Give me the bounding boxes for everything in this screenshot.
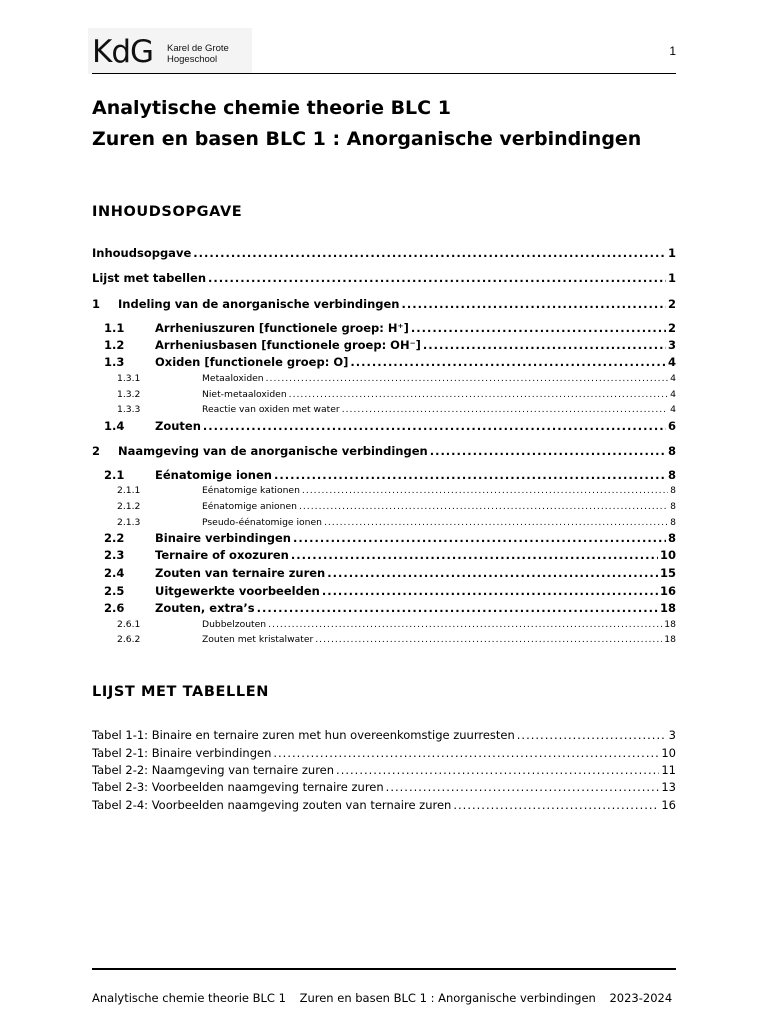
toc-entry-number: 2 <box>92 444 101 458</box>
toc-entry[interactable] <box>92 531 676 545</box>
toc-entry-title: Naamgeving van de anorganische verbindingen <box>118 444 428 458</box>
toc-entry[interactable] <box>92 468 676 482</box>
toc-entry-number: 1.3.3 <box>117 404 141 415</box>
toc-leader-dots <box>257 601 658 615</box>
table-list-page: 10 <box>661 746 676 760</box>
footer-year: 2023-2024 <box>609 991 673 1005</box>
table-list-page: 16 <box>661 798 676 812</box>
toc-entry-number: 2.5 <box>104 584 125 598</box>
toc-entry-number: 1.3.1 <box>117 373 141 384</box>
toc-entry[interactable] <box>92 404 676 415</box>
toc-entry-title: Dubbelzouten <box>202 619 267 630</box>
toc-entry[interactable] <box>92 601 676 615</box>
toc-entry-page: 8 <box>667 444 676 458</box>
toc-leader-dots <box>430 444 666 458</box>
kdg-logo <box>88 28 252 74</box>
toc-entry-title: Zouten <box>155 419 201 433</box>
toc-entry[interactable] <box>92 444 676 458</box>
tables-heading: LIJST MET TABELLEN <box>92 684 269 700</box>
logo-mark: KdG <box>92 34 154 70</box>
toc-entry-title: Reactie van oxiden met water <box>202 404 340 415</box>
toc-entry-page: 3 <box>667 338 676 352</box>
toc-entry-title: Indeling van de anorganische verbindingen <box>118 297 400 311</box>
toc-entry[interactable] <box>92 355 676 369</box>
toc-entry-page: 1 <box>667 271 676 285</box>
table-list-leader-dots <box>336 763 659 777</box>
document-subtitle: Zuren en basen BLC 1 : Anorganische verbindingen <box>92 128 642 150</box>
toc-entry-page: 8 <box>670 485 676 496</box>
footer-subtitle: Zuren en basen BLC 1 : Anorganische verbindingen <box>299 991 596 1005</box>
toc-entry-page: 6 <box>667 419 676 433</box>
toc-entry-page: 16 <box>659 584 676 598</box>
toc-leader-dots <box>315 634 662 645</box>
page-footer <box>92 991 676 1005</box>
toc-entry-number: 2.3 <box>104 548 125 562</box>
table-list-title: Tabel 2-4: Voorbeelden naamgeving zouten van ternaire zuren <box>92 798 452 812</box>
toc-entry-number: 1.3 <box>104 355 125 369</box>
table-list-page: 3 <box>668 728 676 742</box>
toc-entry-title: Zouten, extra’s <box>155 601 255 615</box>
table-list-entry[interactable] <box>92 798 676 812</box>
toc-leader-dots <box>423 338 666 352</box>
toc-entry-page: 8 <box>670 501 676 512</box>
toc-entry-number: 2.6.2 <box>117 634 141 645</box>
toc-entry-title: Binaire verbindingen <box>155 531 291 545</box>
logo-text <box>167 43 229 65</box>
toc-entry-number: 2.1.3 <box>117 517 141 528</box>
table-list-entry[interactable] <box>92 746 676 760</box>
toc-leader-dots <box>402 297 666 311</box>
toc-entry-number: 2.1.2 <box>117 501 141 512</box>
toc-leader-dots <box>289 389 668 400</box>
toc-entry[interactable] <box>92 485 676 496</box>
toc-entry-number: 2.1.1 <box>117 485 141 496</box>
toc-entry[interactable] <box>92 501 676 512</box>
toc-entry-number: 1.4 <box>104 419 125 433</box>
toc-entry-title: Pseudo-éénatomige ionen <box>202 517 322 528</box>
toc-entry-page: 1 <box>667 246 676 260</box>
toc-entry-title: Oxiden [functionele groep: O] <box>155 355 349 369</box>
toc-entry-page: 2 <box>667 321 676 335</box>
toc-leader-dots <box>299 501 668 512</box>
toc-entry-number: 2.6.1 <box>117 619 141 630</box>
table-list-leader-dots <box>453 798 659 812</box>
toc-entry-number: 1.2 <box>104 338 125 352</box>
toc-entry-number: 1 <box>92 297 101 311</box>
toc-entry[interactable] <box>92 373 676 384</box>
toc-entry-number: 2.2 <box>104 531 125 545</box>
toc-entry[interactable] <box>92 321 676 335</box>
page-header <box>88 28 676 74</box>
toc-entry-page: 4 <box>670 389 676 400</box>
table-list-leader-dots <box>386 780 660 794</box>
toc-entry-number: 2.6 <box>104 601 125 615</box>
toc-entry-title: Arrheniusbasen [functionele groep: OH⁻] <box>155 338 421 352</box>
toc-entry-number: 1.3.2 <box>117 389 141 400</box>
table-list-page: 11 <box>661 763 676 777</box>
toc-leader-dots <box>291 548 658 562</box>
toc-entry-title: Eénatomige kationen <box>202 485 300 496</box>
toc-entry-page: 4 <box>670 404 676 415</box>
footer-doc-title: Analytische chemie theorie BLC 1 <box>92 991 286 1005</box>
toc-leader-dots <box>268 619 662 630</box>
logo-line2: Hogeschool <box>167 54 218 65</box>
toc-entry-page: 15 <box>659 566 676 580</box>
toc-leader-dots <box>266 373 669 384</box>
toc-leader-dots <box>193 246 666 260</box>
toc-entry[interactable] <box>92 246 676 260</box>
toc-entry-page: 8 <box>667 468 676 482</box>
toc-leader-dots <box>203 419 666 433</box>
toc-entry-title: Eénatomige ionen <box>155 468 272 482</box>
toc-entry-title: Ternaire of oxozuren <box>155 548 289 562</box>
table-list-entry[interactable] <box>92 728 676 742</box>
toc-entry-number: 1.1 <box>104 321 125 335</box>
table-list-leader-dots <box>517 728 667 742</box>
toc-entry-page: 4 <box>667 355 676 369</box>
toc-entry[interactable] <box>92 297 676 311</box>
toc-entry-title: Eénatomige anionen <box>202 501 297 512</box>
footer-divider <box>92 968 676 970</box>
toc-entry[interactable] <box>92 338 676 352</box>
toc-leader-dots <box>327 566 658 580</box>
toc-entry-page: 18 <box>659 601 676 615</box>
toc-leader-dots <box>274 468 666 482</box>
toc-entry-page: 10 <box>659 548 676 562</box>
toc-entry-page: 2 <box>667 297 676 311</box>
toc-entry-page: 8 <box>670 517 676 528</box>
toc-leader-dots <box>322 584 658 598</box>
table-list-title: Tabel 2-3: Voorbeelden naamgeving ternaire zuren <box>92 780 384 794</box>
toc-entry[interactable] <box>92 566 676 580</box>
toc-entry-title: Lijst met tabellen <box>92 271 207 285</box>
toc-entry[interactable] <box>92 634 676 645</box>
table-list-title: Tabel 2-2: Naamgeving van ternaire zuren <box>92 763 335 777</box>
toc-entry-title: Inhoudsopgave <box>92 246 192 260</box>
toc-entry-title: Metaaloxiden <box>202 373 264 384</box>
toc-entry[interactable] <box>92 584 676 598</box>
toc-leader-dots <box>342 404 668 415</box>
toc-leader-dots <box>324 517 668 528</box>
toc-leader-dots <box>302 485 668 496</box>
toc-entry-page: 18 <box>664 619 676 630</box>
table-list-title: Tabel 2-1: Binaire verbindingen <box>92 746 272 760</box>
toc-entry[interactable] <box>92 419 676 433</box>
toc-entry-number: 2.4 <box>104 566 125 580</box>
toc-entry[interactable] <box>92 389 676 400</box>
toc-entry-title: Arrheniuszuren [functionele groep: H⁺] <box>155 321 409 335</box>
toc-entry-title: Uitgewerkte voorbeelden <box>155 584 320 598</box>
toc-entry-title: Zouten van ternaire zuren <box>155 566 326 580</box>
toc-entry-page: 4 <box>670 373 676 384</box>
toc-leader-dots <box>350 355 666 369</box>
toc-entry[interactable] <box>92 619 676 630</box>
toc-entry-page: 8 <box>667 531 676 545</box>
table-list-entry[interactable] <box>92 780 676 794</box>
table-list-entry[interactable] <box>92 763 676 777</box>
toc-leader-dots <box>293 531 666 545</box>
table-list-page: 13 <box>661 780 676 794</box>
toc-leader-dots <box>208 271 666 285</box>
toc-heading: INHOUDSOPGAVE <box>92 204 243 220</box>
toc-entry[interactable] <box>92 271 676 285</box>
toc-entry-number: 2.1 <box>104 468 125 482</box>
logo-line1: Karel de Grote <box>167 43 229 54</box>
document-title: Analytische chemie theorie BLC 1 <box>92 97 451 119</box>
header-divider <box>92 73 676 74</box>
toc-leader-dots <box>411 321 666 335</box>
toc-entry[interactable] <box>92 548 676 562</box>
page-number: 1 <box>669 44 676 58</box>
toc-entry[interactable] <box>92 517 676 528</box>
toc-entry-page: 18 <box>664 634 676 645</box>
toc-entry-title: Zouten met kristalwater <box>202 634 314 645</box>
table-list-leader-dots <box>273 746 659 760</box>
toc-entry-title: Niet-metaaloxiden <box>202 389 287 400</box>
table-list-title: Tabel 1-1: Binaire en ternaire zuren met hun overeenkomstige zuurresten <box>92 728 515 742</box>
